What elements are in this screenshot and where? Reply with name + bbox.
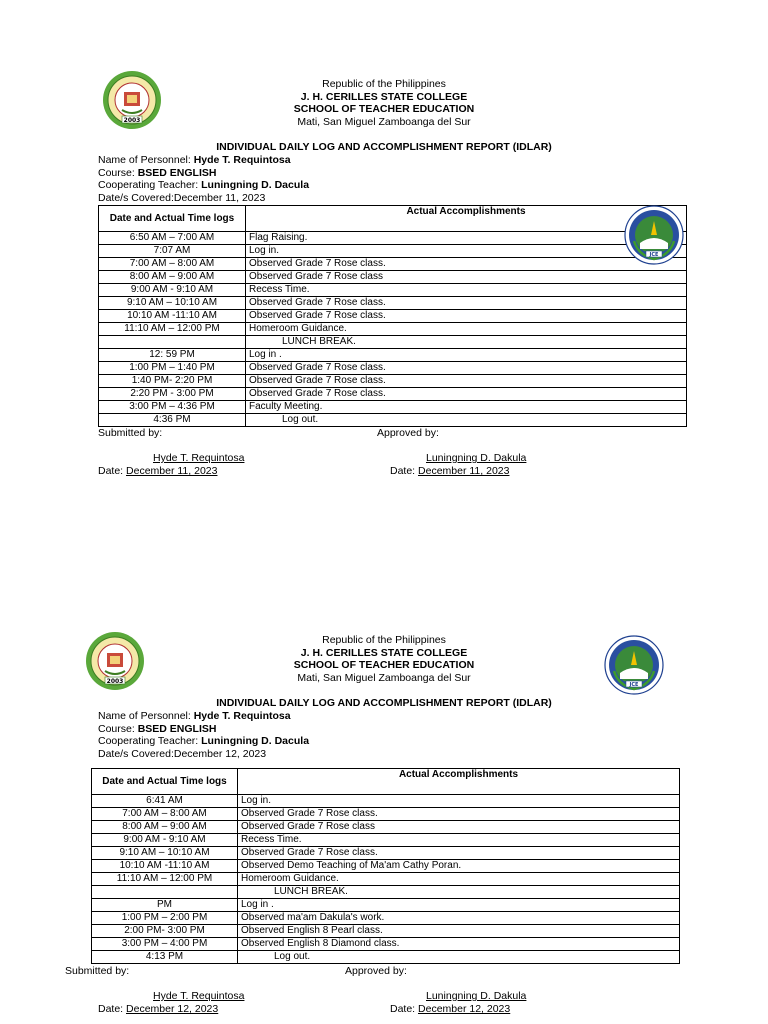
- time-cell: 11:10 AM – 12:00 PM: [99, 323, 246, 336]
- table-row: [99, 349, 687, 362]
- accomplishment-cell: Log out.: [238, 951, 680, 964]
- time-cell: 1:00 PM – 2:00 PM: [92, 912, 238, 925]
- school-name: SCHOOL OF TEACHER EDUCATION: [293, 103, 475, 115]
- approve-date: Date: December 11, 2023: [390, 465, 510, 477]
- time-cell: 3:00 PM – 4:36 PM: [99, 401, 246, 414]
- personnel-info: Name of Personnel: Hyde T. Requintosa Course: BSED ENGLISH Cooperating Teacher: Luningning D. Dacula Date/s Covered:December 12, 2023: [98, 710, 310, 760]
- submitted-by-label: Submitted by:: [98, 427, 163, 439]
- column-header-accomplishments: Actual Accomplishments: [238, 769, 680, 795]
- letterhead: [0, 78, 768, 128]
- svg-text:JCE: JCE: [649, 252, 659, 258]
- accomplishment-cell: Log in.: [246, 245, 687, 258]
- report-title: INDIVIDUAL DAILY LOG AND ACCOMPLISHMENT REPORT (IDLAR): [216, 141, 552, 153]
- table-row: [92, 886, 680, 899]
- log-table: [91, 768, 680, 964]
- college-name: J. H. CERILLES STATE COLLEGE: [300, 90, 468, 103]
- college-name: J. H. CERILLES STATE COLLEGE: [300, 646, 468, 659]
- school-name: SCHOOL OF TEACHER EDUCATION: [293, 659, 475, 671]
- time-cell: 7:07 AM: [99, 245, 246, 258]
- time-cell: 9:00 AM - 9:10 AM: [99, 284, 246, 297]
- submit-date: Date: December 11, 2023: [98, 465, 218, 477]
- table-row: [92, 795, 680, 808]
- republic-line: Republic of the Philippines: [322, 78, 446, 90]
- time-cell: 11:10 AM – 12:00 PM: [92, 873, 238, 886]
- accomplishment-cell: Observed Grade 7 Rose class: [238, 821, 680, 834]
- table-row: [99, 323, 687, 336]
- time-cell: 9:10 AM – 10:10 AM: [99, 297, 246, 310]
- personnel-info: Name of Personnel: Hyde T. Requintosa Course: BSED ENGLISH Cooperating Teacher: Luningning D. Dacula Date/s Covered:December 11, 2023: [98, 154, 310, 204]
- date-covered: December 12, 2023: [173, 747, 267, 760]
- submitter-name: Hyde T. Requintosa: [153, 990, 245, 1002]
- time-cell: [99, 336, 246, 349]
- time-cell: 6:50 AM – 7:00 AM: [99, 232, 246, 245]
- course-value: BSED ENGLISH: [137, 166, 217, 179]
- time-cell: 10:10 AM -11:10 AM: [92, 860, 238, 873]
- personnel-name: Hyde T. Requintosa: [193, 154, 291, 166]
- svg-text:JCE: JCE: [629, 682, 639, 688]
- table-row: [92, 951, 680, 964]
- table-row: [92, 873, 680, 886]
- approve-date: Date: December 12, 2023: [390, 1003, 511, 1015]
- table-row: [92, 847, 680, 860]
- accomplishment-cell: Observed Grade 7 Rose class: [246, 271, 687, 284]
- time-cell: 10:10 AM -11:10 AM: [99, 310, 246, 323]
- teacher-name: Luningning D. Dacula: [201, 735, 310, 747]
- teacher-education-seal-icon: [624, 205, 684, 265]
- accomplishment-cell: Log in .: [238, 899, 680, 912]
- log-table: [98, 205, 687, 427]
- time-cell: 7:00 AM – 8:00 AM: [99, 258, 246, 271]
- accomplishment-cell: Observed ma'am Dakula's work.: [238, 912, 680, 925]
- accomplishment-cell: Log in .: [246, 349, 687, 362]
- table-row: [92, 821, 680, 834]
- time-cell: 8:00 AM – 9:00 AM: [92, 821, 238, 834]
- accomplishment-cell: Observed Grade 7 Rose class.: [246, 362, 687, 375]
- accomplishment-cell: Observed Grade 7 Rose class.: [246, 388, 687, 401]
- accomplishment-cell: Observed Demo Teaching of Ma'am Cathy Poran.: [238, 860, 680, 873]
- table-row: [92, 860, 680, 873]
- svg-text:2003: 2003: [123, 117, 141, 124]
- time-cell: 12: 59 PM: [99, 349, 246, 362]
- personnel-name: Hyde T. Requintosa: [193, 710, 291, 722]
- table-row: [99, 258, 687, 271]
- accomplishment-cell: Observed Grade 7 Rose class.: [246, 310, 687, 323]
- submitted-by-label: Submitted by:: [65, 965, 130, 977]
- accomplishment-cell: Homeroom Guidance.: [238, 873, 680, 886]
- table-row: [99, 271, 687, 284]
- report-title: INDIVIDUAL DAILY LOG AND ACCOMPLISHMENT REPORT (IDLAR): [216, 697, 552, 709]
- accomplishment-cell: Observed Grade 7 Rose class.: [246, 375, 687, 388]
- time-cell: 6:41 AM: [92, 795, 238, 808]
- table-row: [99, 336, 687, 349]
- approved-by-label: Approved by:: [377, 427, 439, 439]
- time-cell: 4:36 PM: [99, 414, 246, 427]
- log-table-body: [99, 232, 687, 427]
- table-row: [99, 284, 687, 297]
- accomplishment-cell: Observed Grade 7 Rose class.: [246, 258, 687, 271]
- accomplishment-cell: Homeroom Guidance.: [246, 323, 687, 336]
- table-row: [92, 912, 680, 925]
- log-table-body: [92, 795, 680, 964]
- time-cell: 4:13 PM: [92, 951, 238, 964]
- accomplishment-cell: Observed English 8 Diamond class.: [238, 938, 680, 951]
- time-cell: 1:40 PM- 2:20 PM: [99, 375, 246, 388]
- table-row: [99, 245, 687, 258]
- time-cell: 3:00 PM – 4:00 PM: [92, 938, 238, 951]
- table-row: [99, 297, 687, 310]
- time-cell: [92, 886, 238, 899]
- column-header-time: Date and Actual Time logs: [92, 769, 238, 795]
- course-value: BSED ENGLISH: [137, 722, 217, 735]
- table-row: [92, 834, 680, 847]
- accomplishment-cell: Recess Time.: [246, 284, 687, 297]
- table-row: [92, 808, 680, 821]
- table-row: [92, 925, 680, 938]
- table-row: [99, 414, 687, 427]
- accomplishment-cell: Observed Grade 7 Rose class.: [238, 808, 680, 821]
- table-row: [99, 310, 687, 323]
- time-cell: 2:20 PM - 3:00 PM: [99, 388, 246, 401]
- date-covered: December 11, 2023: [173, 191, 266, 204]
- accomplishment-cell: Observed Grade 7 Rose class.: [238, 847, 680, 860]
- time-cell: 9:00 AM - 9:10 AM: [92, 834, 238, 847]
- approved-by-label: Approved by:: [345, 965, 407, 977]
- accomplishment-cell: LUNCH BREAK.: [246, 336, 687, 349]
- accomplishment-cell: Observed English 8 Pearl class.: [238, 925, 680, 938]
- table-row: [99, 401, 687, 414]
- accomplishment-cell: LUNCH BREAK.: [238, 886, 680, 899]
- table-row: [99, 362, 687, 375]
- letterhead: [0, 634, 768, 684]
- approver-name: Luningning D. Dakula: [426, 990, 527, 1002]
- time-cell: 9:10 AM – 10:10 AM: [92, 847, 238, 860]
- time-cell: 7:00 AM – 8:00 AM: [92, 808, 238, 821]
- svg-text:2003: 2003: [106, 678, 124, 685]
- column-header-time: Date and Actual Time logs: [99, 206, 246, 232]
- submit-date: Date: December 12, 2023: [98, 1003, 219, 1015]
- table-row: [92, 899, 680, 912]
- address-line: Mati, San Miguel Zamboanga del Sur: [297, 671, 471, 684]
- table-row: [99, 375, 687, 388]
- table-row: [92, 938, 680, 951]
- table-row: [99, 388, 687, 401]
- address-line: Mati, San Miguel Zamboanga del Sur: [297, 115, 471, 128]
- table-row: [99, 232, 687, 245]
- time-cell: 8:00 AM – 9:00 AM: [99, 271, 246, 284]
- accomplishment-cell: Flag Raising.: [246, 232, 687, 245]
- approver-name: Luningning D. Dakula: [426, 452, 527, 464]
- accomplishment-cell: Faculty Meeting.: [246, 401, 687, 414]
- time-cell: 1:00 PM – 1:40 PM: [99, 362, 246, 375]
- accomplishment-cell: Log in.: [238, 795, 680, 808]
- accomplishment-cell: Observed Grade 7 Rose class.: [246, 297, 687, 310]
- time-cell: PM: [92, 899, 238, 912]
- accomplishment-cell: Log out.: [246, 414, 687, 427]
- submitter-name: Hyde T. Requintosa: [153, 452, 245, 464]
- time-cell: 2:00 PM- 3:00 PM: [92, 925, 238, 938]
- column-header-accomplishments: Actual Accomplishments: [246, 206, 687, 232]
- accomplishment-cell: Recess Time.: [238, 834, 680, 847]
- teacher-name: Luningning D. Dacula: [201, 179, 310, 191]
- republic-line: Republic of the Philippines: [322, 634, 446, 646]
